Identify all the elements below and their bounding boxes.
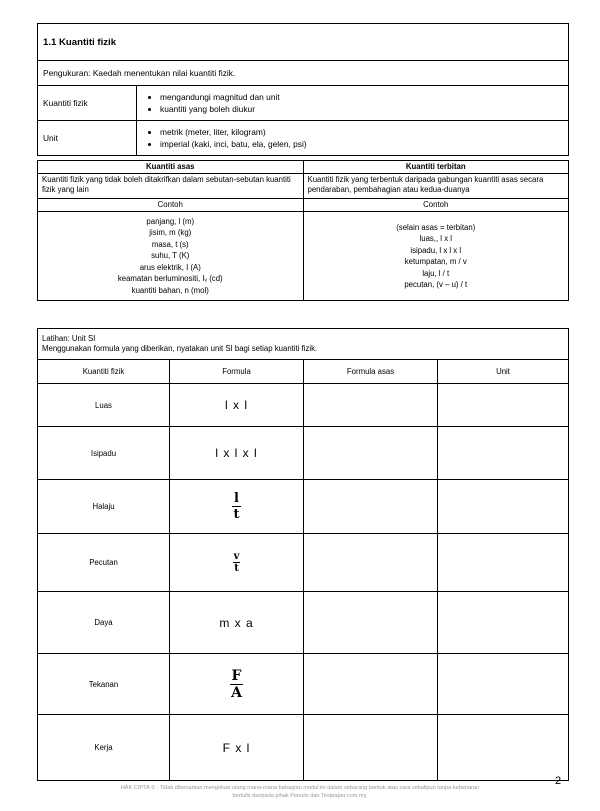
example-item: arus elektrik, I (A) — [139, 262, 201, 272]
asas-examples — [38, 212, 304, 301]
unit-answer-cell[interactable] — [438, 427, 569, 480]
row-content-unit — [137, 121, 569, 156]
column-header: Formula — [170, 360, 304, 384]
row-content-kuantiti-fizik — [137, 86, 569, 121]
formula-cell — [170, 534, 304, 592]
terbitan-header: Kuantiti terbitan — [303, 161, 569, 174]
latihan-title: Latihan: Unit SI — [42, 334, 96, 343]
bullet-item: • imperial (kaki, inci, batu, ela, gelen, psi) — [160, 138, 563, 150]
denominator: A — [231, 684, 242, 701]
bullet-item: • mengandungi magnitud dan unit — [160, 91, 563, 103]
table-row — [38, 534, 569, 592]
example-item: laju, l / t — [422, 268, 450, 278]
page-number: 2 — [555, 775, 562, 787]
unit-answer-cell[interactable] — [438, 715, 569, 781]
example-item: pecutan, (v – u) / t — [404, 280, 468, 289]
formula-asas-answer-cell[interactable] — [304, 480, 438, 534]
fraction — [233, 551, 241, 574]
asas-terbitan-table — [37, 160, 569, 301]
terbitan-examples — [303, 212, 569, 301]
numerator: v — [233, 551, 240, 562]
formula-cell: l x l x l — [170, 427, 304, 480]
formula-cell — [170, 480, 304, 534]
example-item: (selain asas = terbitan) — [396, 222, 476, 232]
fraction — [230, 668, 243, 701]
example-item: panjang, l (m) — [146, 216, 195, 226]
unit-answer-cell[interactable] — [438, 384, 569, 427]
column-header: Formula asas — [304, 360, 438, 384]
example-item: jisim, m (kg) — [149, 228, 192, 238]
column-header: Kuantiti fizik — [38, 360, 170, 384]
quantity-name: Tekanan — [38, 654, 170, 715]
quantity-name: Isipadu — [38, 427, 170, 480]
latihan-table — [37, 328, 569, 781]
formula-asas-answer-cell[interactable] — [304, 427, 438, 480]
quantity-name: Halaju — [38, 480, 170, 534]
table-row — [38, 384, 569, 427]
bullet-item: • metrik (meter, liter, kilogram) — [160, 126, 563, 138]
pengukuran-definition: Pengukuran: Kaedah menentukan nilai kuantiti fizik. — [38, 61, 569, 86]
example-item: keamatan berluminositi, Iᵥ (cd) — [117, 274, 223, 284]
formula-asas-answer-cell[interactable] — [304, 534, 438, 592]
quantity-name: Pecutan — [38, 534, 170, 592]
row-label-kuantiti-fizik: Kuantiti fizik — [38, 86, 137, 121]
unit-answer-cell[interactable] — [438, 534, 569, 592]
formula-cell: F x l — [170, 715, 304, 781]
numerator: l — [234, 491, 239, 506]
formula-cell: m x a — [170, 592, 304, 654]
quantity-name: Daya — [38, 592, 170, 654]
asas-description: Kuantiti fizik yang tidak boleh ditakrifkan dalam sebutan-sebutan kuantiti fizik yang lain — [38, 174, 304, 199]
kuantiti-fizik-table — [37, 23, 569, 156]
formula-asas-answer-cell[interactable] — [304, 592, 438, 654]
unit-answer-cell[interactable] — [438, 654, 569, 715]
formula-asas-answer-cell[interactable] — [304, 715, 438, 781]
quantity-name: Luas — [38, 384, 170, 427]
example-item: luas,, l x l — [419, 234, 452, 243]
asas-contoh-label: Contoh — [38, 199, 304, 212]
example-item: suhu, T (K) — [151, 251, 190, 261]
copyright-footer: HAK CIPTA © : Tidak dibenarkan mengeluar ulang mana-mana bahagian modul ini dalam sebarang bentuk atau cara sekalipun tanpa kebenaran bertulis daripada pihak Penulis dan Testpaper.com.my. — [120, 785, 480, 799]
table-row — [38, 715, 569, 781]
column-header: Unit — [438, 360, 569, 384]
fraction — [232, 491, 240, 522]
formula-asas-answer-cell[interactable] — [304, 654, 438, 715]
unit-answer-cell[interactable] — [438, 480, 569, 534]
terbitan-contoh-label: Contoh — [303, 199, 569, 212]
latihan-instruction: Menggunakan formula yang diberikan, nyatakan unit SI bagi setiap kuantiti fizik. — [42, 344, 318, 353]
example-item: isipadu, l x l x l — [410, 245, 462, 255]
table-row — [38, 480, 569, 534]
formula-cell: l x l — [170, 384, 304, 427]
formula-cell — [170, 654, 304, 715]
example-item: kuantiti bahan, n (mol) — [131, 285, 209, 295]
formula-asas-answer-cell[interactable] — [304, 384, 438, 427]
example-item: masa, t (s) — [151, 239, 189, 249]
denominator: t — [233, 507, 240, 522]
terbitan-description: Kuantiti fizik yang terbentuk daripada gabungan kuantiti asas secara pendaraban, pembahagian atau kedua-duanya — [303, 174, 569, 199]
bullet-item: • kuantiti yang boleh diukur — [160, 103, 563, 115]
table-row — [38, 654, 569, 715]
row-label-unit: Unit — [38, 121, 137, 156]
denominator: t — [234, 563, 239, 574]
section-title: 1.1 Kuantiti fizik — [38, 24, 569, 61]
numerator: F — [231, 667, 242, 684]
quantity-name: Kerja — [38, 715, 170, 781]
table-row — [38, 427, 569, 480]
table-row — [38, 592, 569, 654]
unit-answer-cell[interactable] — [438, 592, 569, 654]
asas-header: Kuantiti asas — [38, 161, 304, 174]
latihan-intro — [38, 329, 569, 360]
example-item: ketumpatan, m / v — [404, 257, 467, 266]
